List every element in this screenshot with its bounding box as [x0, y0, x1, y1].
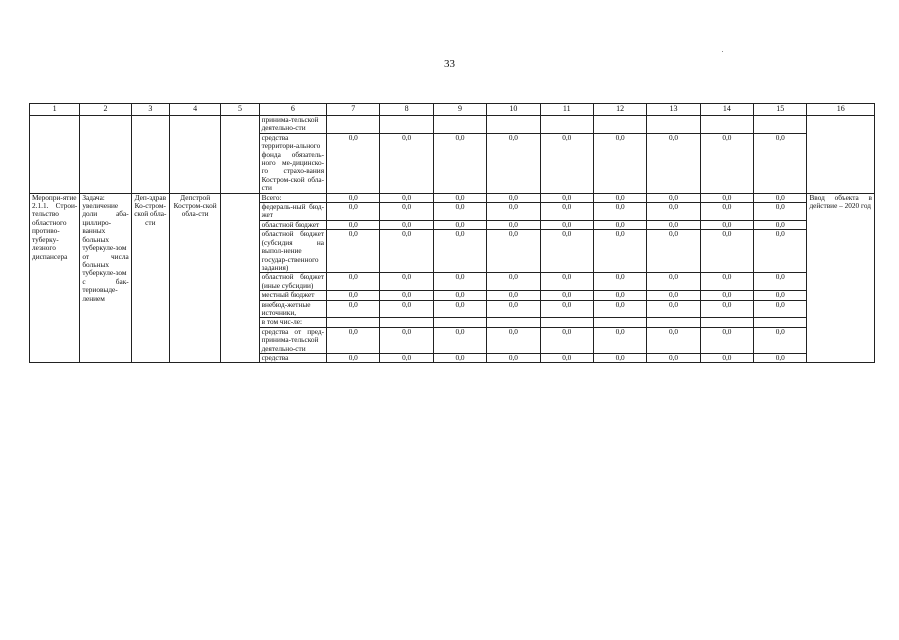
funding-source-label: средства от пред-принима-тельской деятельно-сти — [259, 327, 326, 353]
value-cell: 0,0 — [433, 133, 486, 193]
value-cell: 0,0 — [540, 300, 593, 318]
column-header: 10 — [487, 104, 540, 116]
value-cell: 0,0 — [593, 300, 646, 318]
value-cell: 0,0 — [433, 353, 486, 362]
page-number: 33 — [444, 58, 455, 70]
value-cell: 0,0 — [754, 230, 807, 273]
value-cell: 0,0 — [754, 353, 807, 362]
column-header: 12 — [593, 104, 646, 116]
value-cell: 0,0 — [700, 193, 753, 202]
value-cell — [487, 318, 540, 327]
value-cell: 0,0 — [754, 193, 807, 202]
column-header: 11 — [540, 104, 593, 116]
value-cell: 0,0 — [433, 193, 486, 202]
expected-result: Ввод объекта в действие – 2020 год — [807, 193, 875, 363]
value-cell: 0,0 — [540, 230, 593, 273]
value-cell: 0,0 — [754, 273, 807, 291]
table-row — [30, 193, 875, 202]
value-cell: 0,0 — [380, 230, 433, 273]
value-cell: 0,0 — [700, 133, 753, 193]
value-cell: 0,0 — [380, 220, 433, 229]
measure-task: Задача: увеличение доли аба-циллиро-ванных больных туберкуле-зом от числа больных туберкуле-зом с бак-териовыде-лением — [80, 193, 131, 363]
value-cell: 0,0 — [593, 327, 646, 353]
funding-source-label: в том чис-ле: — [259, 318, 326, 327]
column-header: 4 — [169, 104, 220, 116]
column-header: 16 — [807, 104, 875, 116]
value-cell: 0,0 — [380, 133, 433, 193]
header-row — [30, 104, 875, 116]
measure-executor: Деп-здрав Ко-стром-ской обла-сти — [131, 193, 169, 363]
funding-source-label: Всего: — [259, 193, 326, 202]
value-cell: 0,0 — [487, 230, 540, 273]
value-cell: 0,0 — [647, 133, 700, 193]
value-cell: 0,0 — [487, 193, 540, 202]
value-cell: 0,0 — [327, 220, 380, 229]
value-cell: 0,0 — [433, 230, 486, 273]
value-cell: 0,0 — [647, 203, 700, 221]
value-cell — [647, 116, 700, 134]
value-cell — [647, 318, 700, 327]
value-cell: 0,0 — [540, 291, 593, 300]
program-table — [29, 103, 875, 363]
value-cell: 0,0 — [380, 291, 433, 300]
empty-col-4 — [169, 116, 220, 194]
value-cell: 0,0 — [647, 273, 700, 291]
empty-col-1 — [30, 116, 80, 194]
funding-source-label: внебюд-жетные источники, — [259, 300, 326, 318]
measure-name: Меропри-ятие 2.1.1. Строи-тельство областного противо-туберку-лезного диспансера — [30, 193, 80, 363]
value-cell: 0,0 — [647, 230, 700, 273]
value-cell: 0,0 — [540, 353, 593, 362]
value-cell: 0,0 — [433, 327, 486, 353]
value-cell: 0,0 — [380, 273, 433, 291]
value-cell: 0,0 — [487, 353, 540, 362]
value-cell — [380, 318, 433, 327]
value-cell: 0,0 — [647, 220, 700, 229]
value-cell — [327, 318, 380, 327]
value-cell: 0,0 — [593, 353, 646, 362]
value-cell: 0,0 — [433, 273, 486, 291]
value-cell: 0,0 — [433, 291, 486, 300]
funding-source-label: принима-тельской деятельно-сти — [259, 116, 326, 134]
value-cell — [593, 318, 646, 327]
value-cell: 0,0 — [593, 230, 646, 273]
value-cell — [700, 318, 753, 327]
value-cell: 0,0 — [754, 300, 807, 318]
value-cell: 0,0 — [327, 291, 380, 300]
value-cell: 0,0 — [593, 291, 646, 300]
funding-source-label: средства территори-ального фонда обязатель-ного ме-дицинско-го страхо-вания Костром-ской обла-сти — [259, 133, 326, 193]
value-cell — [754, 318, 807, 327]
value-cell — [700, 116, 753, 134]
value-cell: 0,0 — [700, 291, 753, 300]
value-cell: 0,0 — [327, 193, 380, 202]
value-cell: 0,0 — [593, 273, 646, 291]
empty-col-2 — [80, 116, 131, 194]
value-cell: 0,0 — [540, 220, 593, 229]
value-cell: 0,0 — [540, 193, 593, 202]
value-cell: 0,0 — [380, 193, 433, 202]
value-cell: 0,0 — [433, 220, 486, 229]
table-row — [30, 116, 875, 134]
value-cell: 0,0 — [327, 327, 380, 353]
column-header: 3 — [131, 104, 169, 116]
column-header: 15 — [754, 104, 807, 116]
column-header: 5 — [221, 104, 259, 116]
value-cell — [433, 116, 486, 134]
value-cell: 0,0 — [380, 353, 433, 362]
measure-coexecutor: Депстрой Костром-ской обла-сти — [169, 193, 220, 363]
funding-source-label: средства — [259, 353, 326, 362]
value-cell: 0,0 — [327, 230, 380, 273]
value-cell: 0,0 — [700, 220, 753, 229]
value-cell: 0,0 — [487, 327, 540, 353]
value-cell: 0,0 — [700, 300, 753, 318]
empty-col-16 — [807, 116, 875, 194]
funding-source-label: местный бюджет — [259, 291, 326, 300]
column-header: 14 — [700, 104, 753, 116]
value-cell: 0,0 — [700, 203, 753, 221]
value-cell — [540, 116, 593, 134]
table-body — [30, 116, 875, 363]
funding-source-label: областной бюджет (субсидия на выпол-нение государ-ственного задания) — [259, 230, 326, 273]
value-cell: 0,0 — [487, 203, 540, 221]
value-cell — [593, 116, 646, 134]
value-cell: 0,0 — [540, 203, 593, 221]
value-cell: 0,0 — [327, 133, 380, 193]
value-cell: 0,0 — [647, 291, 700, 300]
value-cell: 0,0 — [593, 220, 646, 229]
value-cell: 0,0 — [593, 193, 646, 202]
column-header: 8 — [380, 104, 433, 116]
value-cell: 0,0 — [754, 327, 807, 353]
value-cell: 0,0 — [540, 133, 593, 193]
value-cell: 0,0 — [754, 220, 807, 229]
value-cell — [433, 318, 486, 327]
value-cell: 0,0 — [700, 230, 753, 273]
value-cell: 0,0 — [700, 353, 753, 362]
empty-col-3 — [131, 116, 169, 194]
value-cell: 0,0 — [487, 220, 540, 229]
value-cell: 0,0 — [380, 300, 433, 318]
value-cell — [327, 116, 380, 134]
value-cell: 0,0 — [754, 133, 807, 193]
column-header: 2 — [80, 104, 131, 116]
value-cell: 0,0 — [327, 300, 380, 318]
value-cell: 0,0 — [327, 273, 380, 291]
value-cell — [380, 116, 433, 134]
column-header: 7 — [327, 104, 380, 116]
value-cell: 0,0 — [487, 273, 540, 291]
value-cell: 0,0 — [540, 273, 593, 291]
empty-col-5 — [221, 116, 259, 194]
funding-source-label: областной бюджет — [259, 220, 326, 229]
column-header: 13 — [647, 104, 700, 116]
value-cell: 0,0 — [327, 203, 380, 221]
value-cell: 0,0 — [647, 300, 700, 318]
value-cell: 0,0 — [593, 203, 646, 221]
value-cell: 0,0 — [700, 327, 753, 353]
value-cell — [540, 318, 593, 327]
value-cell: 0,0 — [380, 327, 433, 353]
value-cell: 0,0 — [700, 273, 753, 291]
value-cell: 0,0 — [647, 327, 700, 353]
value-cell: 0,0 — [647, 193, 700, 202]
value-cell: 0,0 — [327, 353, 380, 362]
value-cell: 0,0 — [487, 291, 540, 300]
scan-speck — [722, 51, 723, 52]
value-cell: 0,0 — [433, 203, 486, 221]
value-cell: 0,0 — [487, 133, 540, 193]
column-header: 1 — [30, 104, 80, 116]
value-cell: 0,0 — [593, 133, 646, 193]
column-header: 9 — [433, 104, 486, 116]
funding-source-label: федераль-ный бюд-жет — [259, 203, 326, 221]
value-cell — [487, 116, 540, 134]
value-cell: 0,0 — [380, 203, 433, 221]
value-cell: 0,0 — [540, 327, 593, 353]
value-cell: 0,0 — [487, 300, 540, 318]
funding-source-label: областной бюджет (иные субсидии) — [259, 273, 326, 291]
column-header: 6 — [259, 104, 326, 116]
value-cell: 0,0 — [754, 203, 807, 221]
value-cell: 0,0 — [433, 300, 486, 318]
value-cell: 0,0 — [754, 291, 807, 300]
value-cell — [754, 116, 807, 134]
value-cell: 0,0 — [647, 353, 700, 362]
measure-col-5 — [221, 193, 259, 363]
